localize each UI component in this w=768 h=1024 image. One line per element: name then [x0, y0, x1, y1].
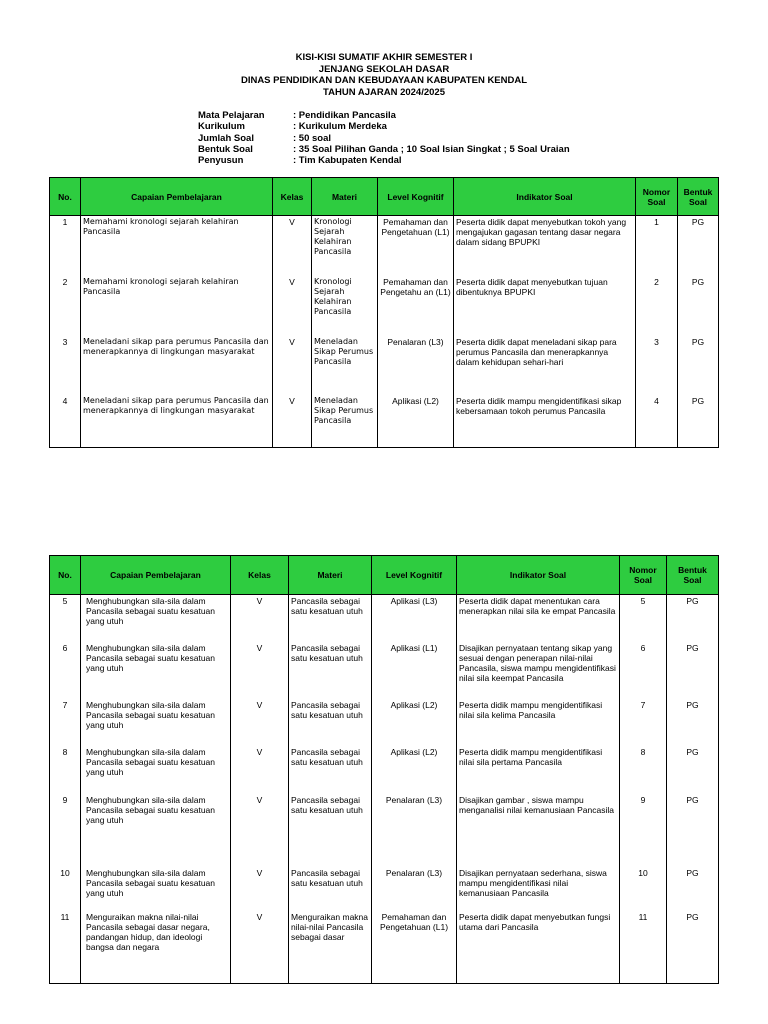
- meta-label: Penyusun: [198, 155, 244, 167]
- cell-no: 9: [50, 794, 81, 867]
- cell-materi: Pancasila sebagai satu kesatuan utuh: [289, 642, 372, 699]
- cell-nomor: 2: [636, 276, 678, 336]
- cell-nomor: 5: [620, 595, 667, 642]
- cell-bentuk: PG: [667, 699, 719, 746]
- cell-kelas: V: [273, 276, 312, 336]
- table-row: [50, 276, 719, 336]
- meta-row-form: [198, 144, 570, 155]
- cell-nomor: 7: [620, 699, 667, 746]
- col-header-level: Level Kognitif: [372, 556, 457, 595]
- table-row: [50, 216, 719, 276]
- cell-capaian: Menghubungkan sila-sila dalam Pancasila sebagai suatu kesatuan yang utuh: [81, 642, 231, 699]
- cell-materi: Kronologi Sejarah Kelahiran Pancasila: [312, 276, 378, 336]
- grid-table-2: [49, 555, 719, 984]
- cell-no: 7: [50, 699, 81, 746]
- table-row: [50, 336, 719, 395]
- table-row: [50, 595, 719, 642]
- document-meta: [198, 110, 570, 166]
- cell-level: Pemahaman dan Pengetahuan (L1): [378, 216, 454, 276]
- cell-level: Pemahaman dan Pengetahu an (L1): [378, 276, 454, 336]
- cell-bentuk: PG: [678, 216, 719, 276]
- cell-kelas: V: [231, 867, 289, 911]
- col-header-bentuk: Bentuk Soal: [667, 556, 719, 595]
- col-header-no: No.: [50, 178, 81, 216]
- cell-bentuk: PG: [667, 867, 719, 911]
- cell-indikator: Peserta didik dapat menentukan cara menerapkan nilai sila ke empat Pancasila: [457, 595, 620, 642]
- table-row: [50, 642, 719, 699]
- cell-materi: Pancasila sebagai satu kesatuan utuh: [289, 699, 372, 746]
- col-header-no: No.: [50, 556, 81, 595]
- meta-row-count: [198, 133, 570, 144]
- col-header-nomor: Nomor Soal: [636, 178, 678, 216]
- cell-no: 11: [50, 911, 81, 984]
- cell-bentuk: PG: [667, 746, 719, 794]
- meta-value: : Kurikulum Merdeka: [293, 121, 387, 133]
- cell-level: Aplikasi (L1): [372, 642, 457, 699]
- cell-capaian: Menghubungkan sila-sila dalam Pancasila sebagai suatu kesatuan yang utuh: [81, 699, 231, 746]
- meta-row-curriculum: [198, 121, 570, 132]
- col-header-materi: Materi: [289, 556, 372, 595]
- cell-bentuk: PG: [678, 276, 719, 336]
- cell-no: 1: [50, 216, 81, 276]
- cell-level: Aplikasi (L2): [378, 395, 454, 448]
- cell-materi: Pancasila sebagai satu kesatuan utuh: [289, 746, 372, 794]
- cell-capaian: Menghubungkan sila-sila dalam Pancasila sebagai suatu kesatuan yang utuh: [81, 867, 231, 911]
- meta-value: : 50 soal: [293, 132, 332, 144]
- cell-level: Pemahaman dan Pengetahuan (L1): [372, 911, 457, 984]
- cell-capaian: Menghubungkan sila-sila dalam Pancasila sebagai suatu kesatuan yang utuh: [81, 746, 231, 794]
- cell-kelas: V: [273, 216, 312, 276]
- cell-materi: Pancasila sebagai satu kesatuan utuh: [289, 794, 372, 867]
- cell-no: 2: [50, 276, 81, 336]
- meta-label: Kurikulum: [198, 121, 245, 133]
- cell-kelas: V: [273, 395, 312, 448]
- cell-materi: Pancasila sebagai satu kesatuan utuh: [289, 867, 372, 911]
- cell-materi: Meneladan Sikap Perumus Pancasila: [312, 395, 378, 448]
- col-header-cp: Capaian Pembelajaran: [81, 556, 231, 595]
- cell-no: 3: [50, 336, 81, 395]
- cell-bentuk: PG: [667, 642, 719, 699]
- table-row: [50, 699, 719, 746]
- col-header-nomor: Nomor Soal: [620, 556, 667, 595]
- cell-indikator: Peserta didik mampu mengidentifikasi nilai sila pertama Pancasila: [457, 746, 620, 794]
- cell-no: 6: [50, 642, 81, 699]
- cell-no: 5: [50, 595, 81, 642]
- header-title: KISI-KISI SUMATIF AKHIR SEMESTER I: [295, 52, 473, 63]
- cell-bentuk: PG: [678, 395, 719, 448]
- cell-capaian: Meneladani sikap para perumus Pancasila dan menerapkannya di lingkungan masyarakat: [81, 336, 273, 395]
- meta-value: : Tim Kabupaten Kendal: [293, 155, 402, 167]
- meta-label: Bentuk Soal: [198, 143, 253, 155]
- grid-table-1: [49, 177, 719, 448]
- cell-indikator: Peserta didik dapat menyebutkan fungsi utama dari Pancasila: [457, 911, 620, 984]
- cell-materi: Menguraikan makna nilai-nilai Pancasila sebagai dasar: [289, 911, 372, 984]
- col-header-level: Level Kognitif: [378, 178, 454, 216]
- meta-value: : Pendidikan Pancasila: [293, 110, 396, 121]
- col-header-cp: Capaian Pembelajaran: [81, 178, 273, 216]
- document-header: [0, 52, 768, 98]
- cell-bentuk: PG: [667, 595, 719, 642]
- header-year: TAHUN AJARAN 2024/2025: [323, 86, 445, 98]
- cell-materi: Meneladan Sikap Perumus Pancasila: [312, 336, 378, 395]
- cell-kelas: V: [231, 595, 289, 642]
- cell-indikator: Peserta didik dapat menyebutkan tokoh yang mengajukan gagasan tentang dasar negara dalam sidang BPUPKI: [454, 216, 636, 276]
- cell-kelas: V: [231, 794, 289, 867]
- cell-nomor: 3: [636, 336, 678, 395]
- cell-nomor: 8: [620, 746, 667, 794]
- cell-nomor: 11: [620, 911, 667, 984]
- table-header-row: [50, 556, 719, 595]
- cell-kelas: V: [231, 642, 289, 699]
- header-agency: DINAS PENDIDIKAN DAN KEBUDAYAAN KABUPATEN KENDAL: [240, 75, 528, 86]
- cell-kelas: V: [231, 699, 289, 746]
- col-header-kelas: Kelas: [231, 556, 289, 595]
- cell-no: 10: [50, 867, 81, 911]
- cell-indikator: Disajikan gambar , siswa mampu menganalisi nilai kemanusiaan Pancasila: [457, 794, 620, 867]
- table-row: [50, 794, 719, 867]
- table-row: [50, 395, 719, 448]
- cell-indikator: Peserta didik mampu mengidentifikasi sikap kebersamaan tokoh perumus Pancasila: [454, 395, 636, 448]
- col-header-bentuk: Bentuk Soal: [678, 178, 719, 216]
- cell-materi: Pancasila sebagai satu kesatuan utuh: [289, 595, 372, 642]
- cell-capaian: Memahami kronologi sejarah kelahiran Pancasila: [81, 216, 273, 276]
- cell-bentuk: PG: [667, 794, 719, 867]
- cell-capaian: Menghubungkan sila-sila dalam Pancasila sebagai suatu kesatuan yang utuh: [81, 794, 231, 867]
- cell-no: 4: [50, 395, 81, 448]
- table-row: [50, 867, 719, 911]
- cell-level: Penalaran (L3): [378, 336, 454, 395]
- meta-value: : 35 Soal Pilihan Ganda ; 10 Soal Isian Singkat ; 5 Soal Uraian: [293, 143, 570, 155]
- cell-indikator: Peserta didik mampu mengidentifikasi nilai sila kelima Pancasila: [457, 699, 620, 746]
- cell-level: Penalaran (L3): [372, 794, 457, 867]
- header-level: JENJANG SEKOLAH DASAR: [318, 63, 450, 75]
- cell-indikator: Disajikan pernyataan tentang sikap yang sesuai dengan penerapan nilai-nilai Pancasila, siswa mampu mengidentifikasi nilai sila keempat Pancasila: [457, 642, 620, 699]
- cell-level: Aplikasi (L2): [372, 746, 457, 794]
- col-header-materi: Materi: [312, 178, 378, 216]
- cell-nomor: 9: [620, 794, 667, 867]
- cell-level: Aplikasi (L2): [372, 699, 457, 746]
- cell-capaian: Memahami kronologi sejarah kelahiran Pancasila: [81, 276, 273, 336]
- cell-level: Penalaran (L3): [372, 867, 457, 911]
- meta-label: Mata Pelajaran: [198, 110, 265, 121]
- cell-indikator: Peserta didik dapat meneladani sikap para perumus Pancasila dan menerapkannya dalam kehidupan sehari-hari: [454, 336, 636, 395]
- table-header-row: [50, 178, 719, 216]
- meta-label: Jumlah Soal: [198, 132, 254, 144]
- cell-nomor: 4: [636, 395, 678, 448]
- col-header-indikator: Indikator Soal: [457, 556, 620, 595]
- cell-capaian: Menghubungkan sila-sila dalam Pancasila sebagai suatu kesatuan yang utuh: [81, 595, 231, 642]
- cell-kelas: V: [231, 746, 289, 794]
- table-row: [50, 746, 719, 794]
- table-row: [50, 911, 719, 984]
- cell-bentuk: PG: [678, 336, 719, 395]
- cell-materi: Kronologi Sejarah Kelahiran Pancasila: [312, 216, 378, 276]
- cell-bentuk: PG: [667, 911, 719, 984]
- cell-indikator: Disajikan pernyataan sederhana, siswa mampu mengidentifikasi nilai kemanusiaan Pancasila: [457, 867, 620, 911]
- cell-no: 8: [50, 746, 81, 794]
- col-header-kelas: Kelas: [273, 178, 312, 216]
- cell-capaian: Meneladani sikap para perumus Pancasila dan menerapkannya di lingkungan masyarakat: [81, 395, 273, 448]
- cell-nomor: 1: [636, 216, 678, 276]
- cell-nomor: 10: [620, 867, 667, 911]
- cell-indikator: Peserta didik dapat menyebutkan tujuan dibentuknya BPUPKI: [454, 276, 636, 336]
- meta-row-subject: [198, 110, 570, 121]
- cell-kelas: V: [273, 336, 312, 395]
- cell-capaian: Menguraikan makna nilai-nilai Pancasila sebagai dasar negara, pandangan hidup, dan ideologi bangsa dan negara: [81, 911, 231, 984]
- cell-kelas: V: [231, 911, 289, 984]
- meta-row-author: [198, 155, 570, 166]
- cell-nomor: 6: [620, 642, 667, 699]
- col-header-indikator: Indikator Soal: [454, 178, 636, 216]
- cell-level: Aplikasi (L3): [372, 595, 457, 642]
